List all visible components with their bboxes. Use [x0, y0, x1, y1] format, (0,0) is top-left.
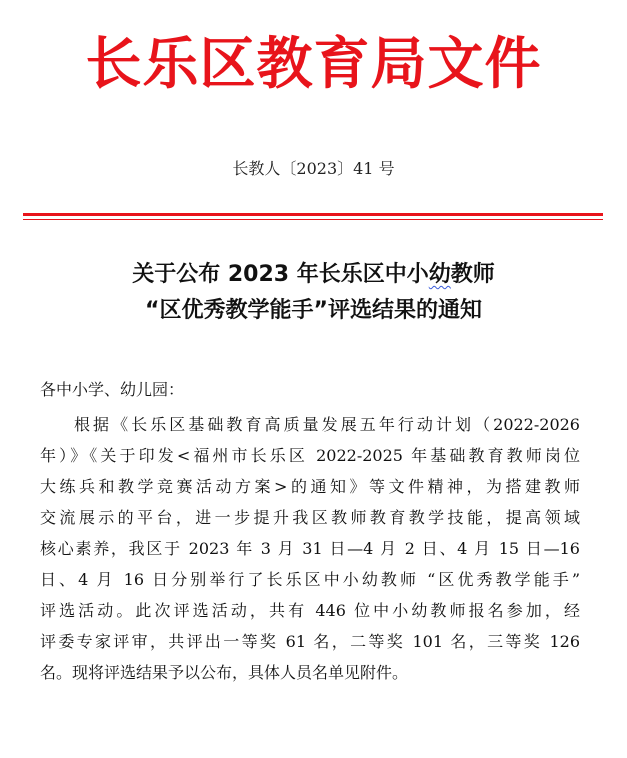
body-line: 名。现将评选结果予以公布，具体人员名单见附件。 [40, 663, 409, 682]
body-line: 交流展示的平台，进一步提升我区教师教育教学技能，提高领域 [40, 508, 580, 527]
body-line: 根据《长乐区基础教育高质量发展五年行动计划（2022-2026 [74, 415, 580, 434]
body-line: 日、4 月 16 日分别举行了长乐区中小幼教师 “区优秀教学能手” [40, 570, 580, 589]
notice-title [0, 257, 627, 329]
red-separator-thin [23, 219, 603, 220]
red-header-title: 长乐区教育局文件 [85, 31, 542, 97]
notice-title-part-a: 关于公布 2023 年长乐区中小 [132, 262, 429, 287]
notice-title-line-2: “区优秀教学能手”评选结果的通知 [145, 298, 482, 323]
body-line: 核心素养，我区于 2023 年 3 月 31 日—4 月 2 日、4 月 15 日—16 [40, 539, 580, 558]
notice-title-line-1 [0, 257, 627, 293]
body-line: 大练兵和教学竞赛活动方案>的通知》等文件精神，为搭建教师 [40, 477, 580, 496]
body-paragraph [40, 409, 580, 688]
notice-title-part-c: 教师 [450, 262, 495, 287]
body-line: 评委专家评审，共评出一等奖 61 名，二等奖 101 名，三等奖 126 [40, 632, 580, 651]
body-line: 评选活动。此次评选活动，共有 446 位中小幼教师报名参加，经 [40, 601, 580, 620]
body-line: 年）》《关于印发<福州市长乐区 2022-2025 年基础教育教师岗位 [40, 446, 580, 465]
document-number: 长教人〔2023〕41 号 [232, 159, 395, 178]
greeting: 各中小学、幼儿园： [40, 380, 185, 399]
spellcheck-flagged-word: 幼 [428, 262, 451, 287]
red-separator-thick [23, 213, 603, 216]
